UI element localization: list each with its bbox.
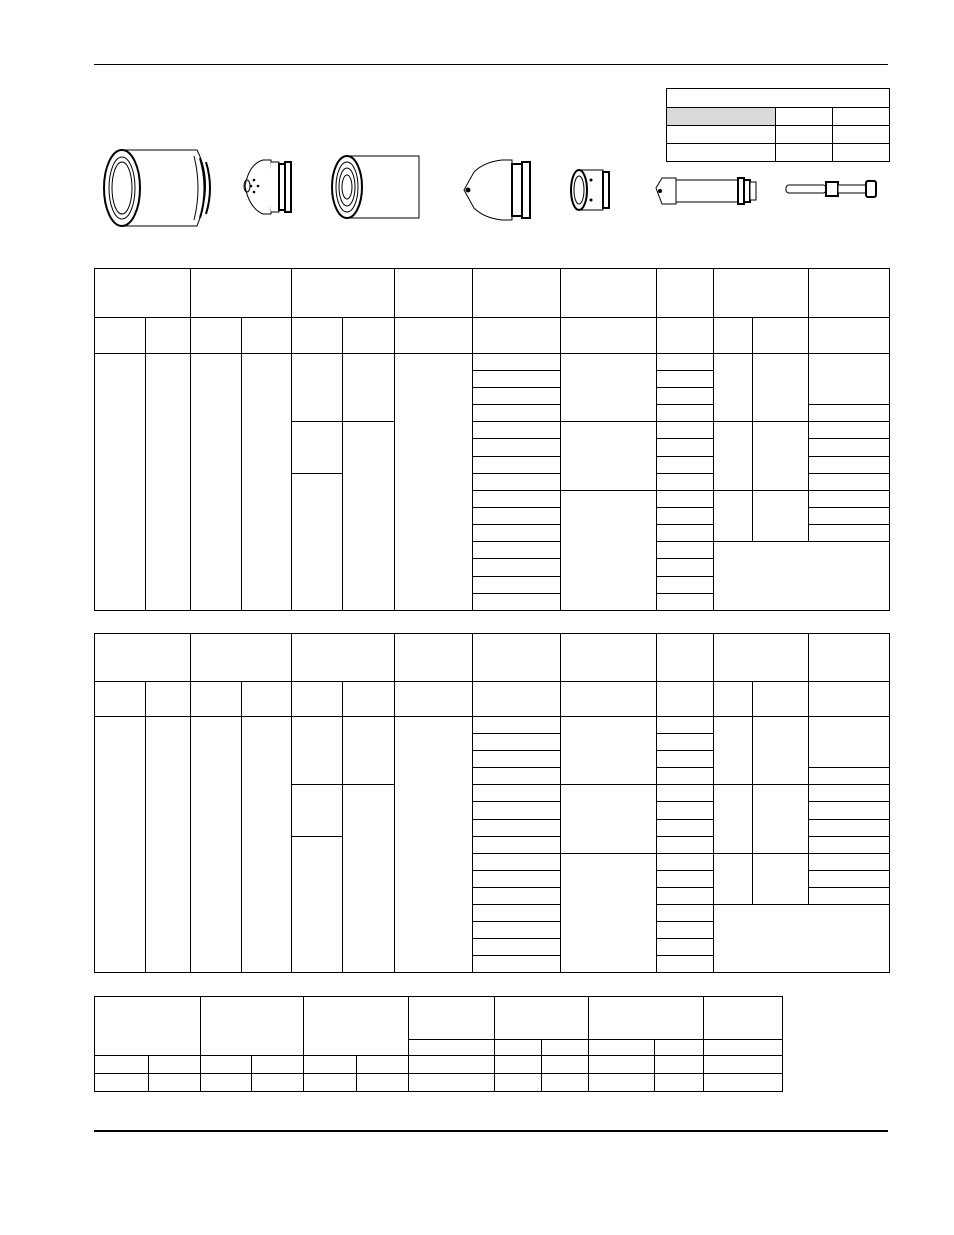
nozzle-icon xyxy=(464,160,530,220)
table-cell xyxy=(473,785,561,802)
table-cell xyxy=(473,388,561,405)
table-cell xyxy=(292,717,343,785)
table-cell xyxy=(714,422,753,491)
table-cell xyxy=(657,887,714,904)
table-cell xyxy=(561,422,657,491)
table-cell xyxy=(657,422,714,439)
header-rule xyxy=(94,64,888,65)
table-subheader xyxy=(657,318,714,353)
table-cell xyxy=(809,405,890,422)
table-cell xyxy=(292,422,343,473)
table-header xyxy=(191,269,292,318)
table-cell xyxy=(753,490,809,541)
table-cell xyxy=(473,751,561,768)
table-cell xyxy=(657,904,714,921)
table-cell xyxy=(714,904,890,972)
table-subheader xyxy=(191,682,242,717)
table-cell xyxy=(809,439,890,456)
table-header xyxy=(191,634,292,682)
table-header xyxy=(292,634,395,682)
table-subheader xyxy=(703,1040,782,1056)
table-cell xyxy=(657,490,714,507)
table-cell xyxy=(809,785,890,802)
table-cell xyxy=(409,1074,494,1092)
table-cell xyxy=(561,785,657,853)
table-cell xyxy=(657,853,714,870)
table-subheader xyxy=(561,318,657,353)
table-cell xyxy=(657,955,714,972)
table-subheader xyxy=(473,318,561,353)
table-subheader xyxy=(473,682,561,717)
table-header xyxy=(395,634,473,682)
table-cell xyxy=(473,422,561,439)
retaining-cap-icon xyxy=(332,156,419,218)
table-header xyxy=(714,269,809,318)
table-cell xyxy=(473,490,561,507)
table-subheader xyxy=(343,318,395,353)
table-subheader xyxy=(753,318,809,353)
table-subheader xyxy=(395,318,473,353)
summary-table xyxy=(94,996,783,1092)
table-cell xyxy=(201,1056,252,1074)
table-cell xyxy=(95,1074,149,1092)
table-cell xyxy=(809,768,890,785)
table-cell xyxy=(809,490,890,507)
table-cell xyxy=(473,353,561,370)
table-cell xyxy=(809,717,890,768)
table-header xyxy=(809,634,890,682)
table-cell xyxy=(703,1056,782,1074)
table-header xyxy=(292,269,395,318)
table-cell xyxy=(494,1074,541,1092)
table-cell xyxy=(201,1074,252,1092)
table-subheader xyxy=(146,682,191,717)
table-subheader xyxy=(191,318,242,353)
table-header xyxy=(809,269,890,318)
table-cell xyxy=(654,1074,703,1092)
table-subheader xyxy=(292,318,343,353)
table-cell xyxy=(561,853,657,972)
table-cell xyxy=(343,422,395,611)
table-cell xyxy=(809,473,890,490)
table-subheader xyxy=(292,682,343,717)
table-cell xyxy=(809,456,890,473)
table-cell xyxy=(149,1056,201,1074)
table-subheader xyxy=(588,1040,654,1056)
table-cell xyxy=(657,734,714,751)
table-cell xyxy=(95,353,146,610)
table-cell xyxy=(395,717,473,973)
table-subheader xyxy=(753,682,809,717)
table-header xyxy=(657,269,714,318)
table-cell xyxy=(494,1056,541,1074)
table-header xyxy=(95,269,191,318)
table-cell xyxy=(473,525,561,542)
table-subheader xyxy=(146,318,191,353)
table-subheader xyxy=(242,318,292,353)
table-header xyxy=(395,269,473,318)
swirl-ring-icon xyxy=(571,170,609,210)
table-header xyxy=(473,634,561,682)
table-cell xyxy=(191,353,242,610)
table-cell xyxy=(292,785,343,836)
table-cell xyxy=(588,1074,654,1092)
table-cell xyxy=(657,542,714,559)
table-cell xyxy=(714,490,753,541)
shield-icon xyxy=(104,150,210,226)
table-cell xyxy=(703,1074,782,1092)
table-header xyxy=(561,634,657,682)
table-cell xyxy=(657,785,714,802)
table-cell xyxy=(714,785,753,853)
table-cell xyxy=(654,1056,703,1074)
table-cell xyxy=(292,473,343,610)
table-subheader xyxy=(714,682,753,717)
legend-cell xyxy=(776,108,833,126)
table-cell xyxy=(473,836,561,853)
table-cell xyxy=(657,576,714,593)
table-header xyxy=(714,634,809,682)
table-cell xyxy=(809,853,890,870)
table-cell xyxy=(657,819,714,836)
table-cell xyxy=(541,1074,588,1092)
table-subheader xyxy=(95,318,146,353)
table-header xyxy=(588,997,703,1040)
table-subheader xyxy=(494,1040,541,1056)
consumables-table-a xyxy=(94,268,890,611)
legend-cell xyxy=(667,108,776,126)
table-header xyxy=(304,997,409,1056)
table-cell xyxy=(657,751,714,768)
table-cell xyxy=(809,887,890,904)
table-cell xyxy=(191,717,242,973)
table-cell xyxy=(753,853,809,904)
table-header xyxy=(703,997,782,1040)
table-cell xyxy=(473,802,561,819)
table-cell xyxy=(473,559,561,576)
table-cell xyxy=(473,370,561,387)
table-cell xyxy=(657,768,714,785)
table-cell xyxy=(252,1056,304,1074)
table-cell xyxy=(395,353,473,610)
table-cell xyxy=(357,1056,409,1074)
table-header xyxy=(494,997,588,1040)
table-cell xyxy=(657,593,714,610)
table-subheader xyxy=(409,1040,494,1056)
table-cell xyxy=(292,836,343,972)
table-cell xyxy=(95,1056,149,1074)
table-cell xyxy=(473,576,561,593)
table-cell xyxy=(588,1056,654,1074)
table-cell xyxy=(409,1056,494,1074)
table-header xyxy=(95,997,201,1056)
table-cell xyxy=(657,353,714,370)
table-cell xyxy=(343,785,395,973)
table-cell xyxy=(473,921,561,938)
table-cell xyxy=(657,717,714,734)
table-cell xyxy=(473,870,561,887)
table-subheader xyxy=(714,318,753,353)
table-cell xyxy=(753,422,809,491)
table-cell xyxy=(809,836,890,853)
table-cell xyxy=(304,1056,357,1074)
table-cell xyxy=(753,717,809,785)
table-cell xyxy=(473,473,561,490)
table-cell xyxy=(809,870,890,887)
table-cell xyxy=(561,490,657,610)
table-cell xyxy=(561,353,657,422)
table-header xyxy=(95,634,191,682)
table-cell xyxy=(809,422,890,439)
table-cell xyxy=(473,938,561,955)
table-cell xyxy=(753,353,809,422)
table-header xyxy=(201,997,304,1056)
table-header xyxy=(561,269,657,318)
table-subheader xyxy=(95,682,146,717)
consumables-table-b xyxy=(94,633,890,973)
table-cell xyxy=(657,388,714,405)
table-cell xyxy=(714,542,890,611)
table-cell xyxy=(809,819,890,836)
table-cell xyxy=(473,904,561,921)
legend-header xyxy=(667,89,890,108)
table-header xyxy=(409,997,494,1040)
table-cell xyxy=(473,593,561,610)
table-subheader xyxy=(809,318,890,353)
table-subheader xyxy=(242,682,292,717)
table-cell xyxy=(657,938,714,955)
table-cell xyxy=(561,717,657,785)
shield-cap-icon xyxy=(244,160,291,214)
table-cell xyxy=(809,802,890,819)
table-cell xyxy=(473,768,561,785)
footer-rule xyxy=(94,1130,888,1132)
table-cell xyxy=(242,353,292,610)
table-cell xyxy=(473,887,561,904)
table-cell xyxy=(343,353,395,422)
table-cell xyxy=(657,525,714,542)
table-cell xyxy=(753,785,809,853)
legend-cell xyxy=(833,108,890,126)
table-cell xyxy=(714,853,753,904)
table-cell xyxy=(657,802,714,819)
table-cell xyxy=(146,717,191,973)
table-cell xyxy=(304,1074,357,1092)
table-cell xyxy=(149,1074,201,1092)
table-subheader xyxy=(654,1040,703,1056)
table-cell xyxy=(473,507,561,524)
table-cell xyxy=(657,439,714,456)
table-cell xyxy=(657,836,714,853)
table-cell xyxy=(343,717,395,785)
table-cell xyxy=(252,1074,304,1092)
table-cell xyxy=(657,370,714,387)
table-cell xyxy=(809,525,890,542)
table-cell xyxy=(714,717,753,785)
table-cell xyxy=(657,507,714,524)
table-cell xyxy=(473,542,561,559)
table-cell xyxy=(146,353,191,610)
table-cell xyxy=(657,921,714,938)
table-cell xyxy=(242,717,292,973)
table-cell xyxy=(473,717,561,734)
table-cell xyxy=(657,456,714,473)
table-cell xyxy=(357,1074,409,1092)
table-cell xyxy=(95,717,146,973)
table-cell xyxy=(809,507,890,524)
table-cell xyxy=(473,405,561,422)
table-cell xyxy=(541,1056,588,1074)
table-subheader xyxy=(809,682,890,717)
table-cell xyxy=(473,734,561,751)
table-subheader xyxy=(657,682,714,717)
table-subheader xyxy=(541,1040,588,1056)
water-tube-icon xyxy=(786,181,876,197)
table-cell xyxy=(473,439,561,456)
table-cell xyxy=(657,473,714,490)
table-cell xyxy=(657,405,714,422)
electrode-icon xyxy=(656,178,756,204)
table-cell xyxy=(473,819,561,836)
table-cell xyxy=(473,456,561,473)
consumable-parts-illustration xyxy=(94,140,894,235)
table-subheader xyxy=(561,682,657,717)
table-cell xyxy=(473,853,561,870)
table-cell xyxy=(714,353,753,422)
table-header xyxy=(657,634,714,682)
table-cell xyxy=(473,955,561,972)
table-cell xyxy=(657,559,714,576)
table-cell xyxy=(809,353,890,404)
table-cell xyxy=(292,353,343,422)
table-header xyxy=(473,269,561,318)
table-subheader xyxy=(395,682,473,717)
table-cell xyxy=(657,870,714,887)
table-subheader xyxy=(343,682,395,717)
